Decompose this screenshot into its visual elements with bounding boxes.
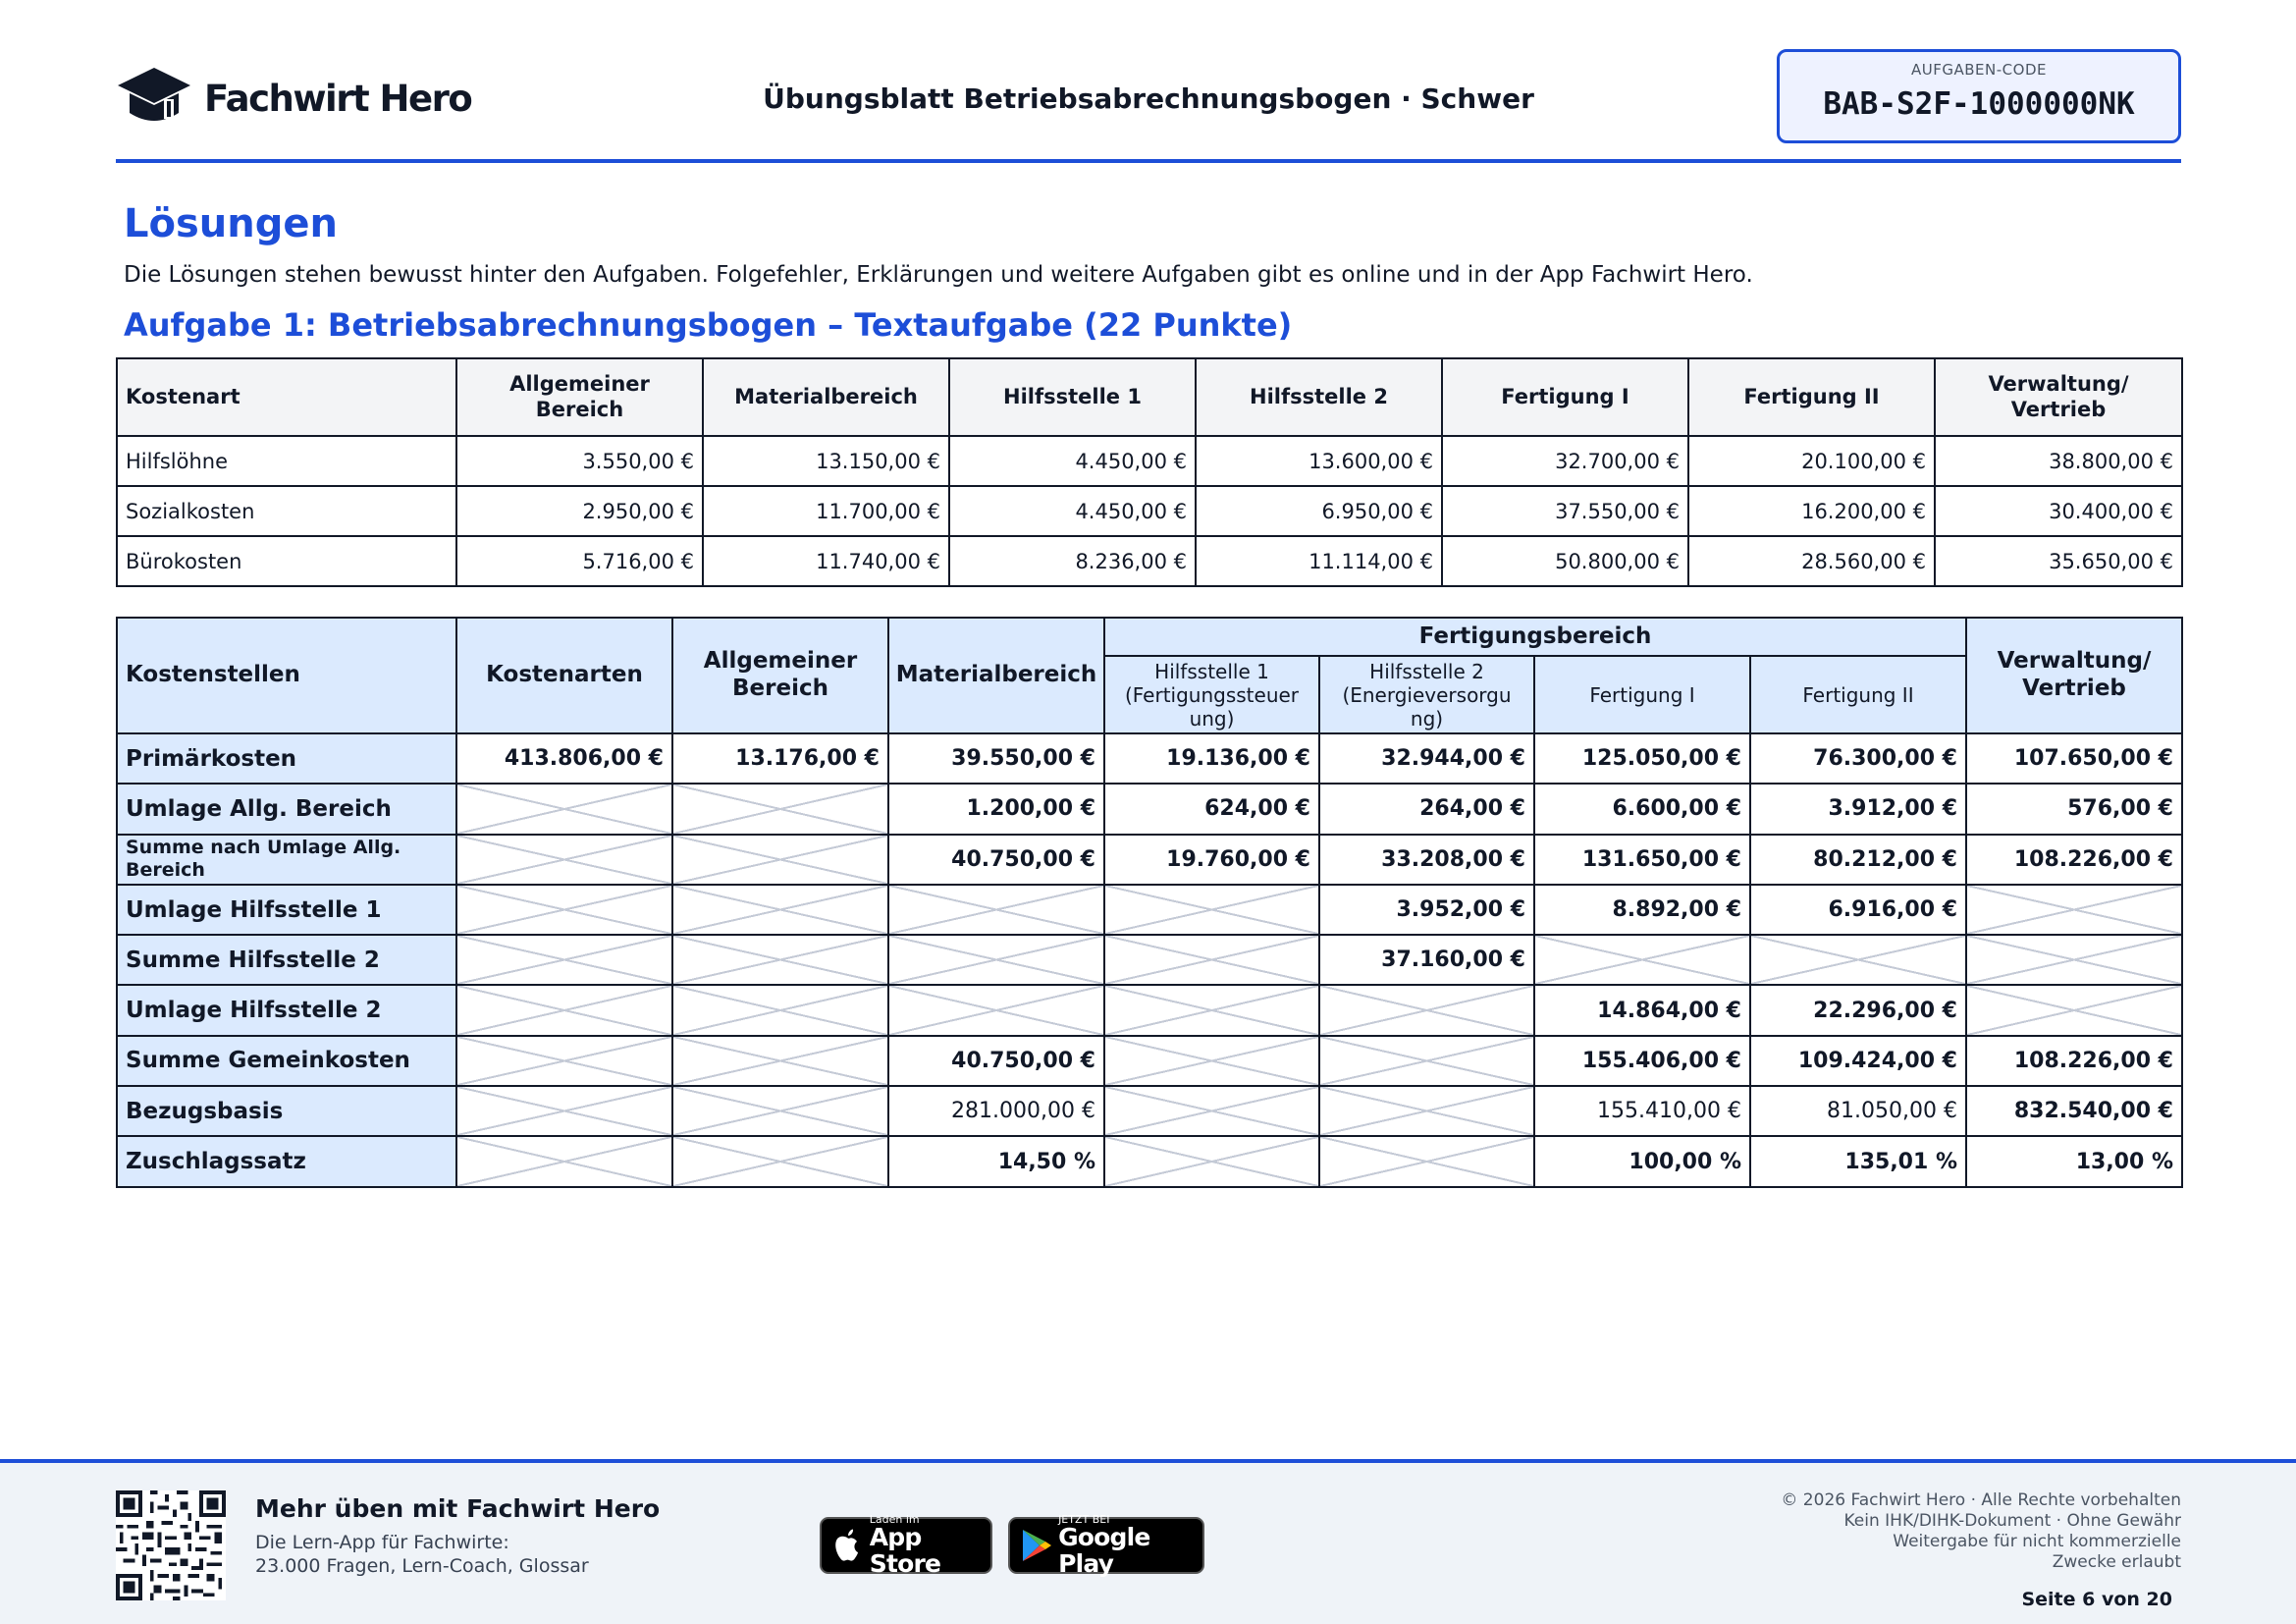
empty-cell xyxy=(1104,885,1319,935)
table-cell: 108.226,00 € xyxy=(1966,835,2182,885)
promo-subtitle: Die Lern-App für Fachwirte: xyxy=(255,1532,509,1553)
empty-cell xyxy=(672,784,888,834)
table-cell: 4.450,00 € xyxy=(949,436,1196,486)
table-cell: 107.650,00 € xyxy=(1966,733,2182,784)
table-cell: 624,00 € xyxy=(1104,784,1319,834)
column-header: Hilfsstelle 1 xyxy=(949,358,1196,436)
app-store-small-label: Laden im xyxy=(869,1513,920,1527)
table-cell: 14,50 % xyxy=(888,1136,1104,1186)
table-cell: 1.200,00 € xyxy=(888,784,1104,834)
table-cell: 13.150,00 € xyxy=(703,436,949,486)
table-cell: 22.296,00 € xyxy=(1750,985,1966,1035)
table-cell: Bürokosten xyxy=(117,536,456,586)
table-cell: 108.226,00 € xyxy=(1966,1036,2182,1086)
empty-cell xyxy=(1319,1036,1534,1086)
table-cell: 13,00 % xyxy=(1966,1136,2182,1186)
empty-cell xyxy=(672,985,888,1035)
table-cell: 413.806,00 € xyxy=(456,733,672,784)
table-cell: 3.550,00 € xyxy=(456,436,703,486)
column-header: Kostenstellen xyxy=(117,618,456,733)
app-store-badge[interactable] xyxy=(820,1513,992,1578)
table-cell: 4.450,00 € xyxy=(949,486,1196,536)
column-header: Allgemeiner Bereich xyxy=(672,618,888,733)
table-cell: 14.864,00 € xyxy=(1534,985,1750,1035)
column-header: Materialbereich xyxy=(703,358,949,436)
empty-cell xyxy=(888,935,1104,985)
empty-cell xyxy=(1966,985,2182,1035)
empty-cell xyxy=(1104,935,1319,985)
empty-cell xyxy=(456,985,672,1035)
empty-cell xyxy=(1750,935,1966,985)
page-footer xyxy=(0,1459,2296,1624)
legal-line: Zwecke erlaubt xyxy=(2052,1552,2181,1572)
table-cell: 131.650,00 € xyxy=(1534,835,1750,885)
column-header: Hilfsstelle 1 (Fertigungssteuer ung) xyxy=(1104,656,1319,733)
empty-cell xyxy=(1319,1136,1534,1186)
cost-type-table xyxy=(116,357,2183,587)
column-header: Verwaltung/ Vertrieb xyxy=(1935,358,2182,436)
legal-notice xyxy=(1781,1490,2181,1573)
column-header: Verwaltung/ Vertrieb xyxy=(1966,618,2182,733)
empty-cell xyxy=(1104,985,1319,1035)
row-label: Summe Gemeinkosten xyxy=(117,1036,456,1086)
table-row xyxy=(117,784,2182,834)
table-cell: Sozialkosten xyxy=(117,486,456,536)
row-label: Summe nach Umlage Allg. Bereich xyxy=(117,835,456,885)
column-header: Hilfsstelle 2 xyxy=(1196,358,1442,436)
row-label: Umlage Hilfsstelle 1 xyxy=(117,885,456,935)
table-cell: 8.236,00 € xyxy=(949,536,1196,586)
table-row xyxy=(117,985,2182,1035)
table-cell: 19.136,00 € xyxy=(1104,733,1319,784)
table-cell: 33.208,00 € xyxy=(1319,835,1534,885)
empty-cell xyxy=(672,1086,888,1136)
empty-cell xyxy=(456,885,672,935)
empty-cell xyxy=(672,1136,888,1186)
empty-cell xyxy=(1319,985,1534,1035)
apple-icon xyxy=(832,1528,862,1563)
promo-title: Mehr üben mit Fachwirt Hero xyxy=(255,1494,661,1523)
table-cell: 37.160,00 € xyxy=(1319,935,1534,985)
table-cell: 32.700,00 € xyxy=(1442,436,1688,486)
table-row xyxy=(117,536,2182,586)
table-cell: 16.200,00 € xyxy=(1688,486,1935,536)
empty-cell xyxy=(456,1036,672,1086)
legal-line: Kein IHK/DIHK-Dokument · Ohne Gewähr xyxy=(1843,1511,2181,1531)
column-header: Fertigung I xyxy=(1534,656,1750,733)
empty-cell xyxy=(1966,885,2182,935)
row-label: Summe Hilfsstelle 2 xyxy=(117,935,456,985)
table-cell: 6.600,00 € xyxy=(1534,784,1750,834)
table-row xyxy=(117,1086,2182,1136)
table-cell: 11.700,00 € xyxy=(703,486,949,536)
legal-line: © 2026 Fachwirt Hero · Alle Rechte vorbehalten xyxy=(1781,1490,2181,1510)
promo-subtitle: 23.000 Fragen, Lern-Coach, Glossar xyxy=(255,1555,589,1577)
empty-cell xyxy=(1534,935,1750,985)
table-cell: 35.650,00 € xyxy=(1935,536,2182,586)
table-cell: 76.300,00 € xyxy=(1750,733,1966,784)
table-cell: 40.750,00 € xyxy=(888,1036,1104,1086)
table-header-row xyxy=(117,358,2182,436)
column-header: Fertigung II xyxy=(1750,656,1966,733)
task-code-value: BAB-S2F-1000000NK xyxy=(1823,86,2135,122)
page-header xyxy=(116,49,2181,163)
legal-line: Weitergabe für nicht kommerzielle xyxy=(1893,1532,2181,1551)
empty-cell xyxy=(672,935,888,985)
row-label: Umlage Hilfsstelle 2 xyxy=(117,985,456,1035)
empty-cell xyxy=(1104,1036,1319,1086)
table-cell: 264,00 € xyxy=(1319,784,1534,834)
column-header: Kostenarten xyxy=(456,618,672,733)
google-play-label: Google Play xyxy=(1058,1523,1150,1578)
table-cell: 109.424,00 € xyxy=(1750,1036,1966,1086)
document-title: Übungsblatt Betriebsabrechnungsbogen · Schwer xyxy=(763,82,1534,115)
table-row xyxy=(117,935,2182,985)
table-row xyxy=(117,1136,2182,1186)
empty-cell xyxy=(456,935,672,985)
table-cell: 80.212,00 € xyxy=(1750,835,1966,885)
table-cell: 32.944,00 € xyxy=(1319,733,1534,784)
empty-cell xyxy=(888,885,1104,935)
page-number: Seite 6 von 20 xyxy=(2021,1589,2172,1610)
table-header-row xyxy=(117,618,2182,656)
table-cell: Hilfslöhne xyxy=(117,436,456,486)
empty-cell xyxy=(456,835,672,885)
table-cell: 8.892,00 € xyxy=(1534,885,1750,935)
table-cell: 281.000,00 € xyxy=(888,1086,1104,1136)
row-label: Zuschlagssatz xyxy=(117,1136,456,1186)
table-row xyxy=(117,1036,2182,1086)
app-store-label: App Store xyxy=(869,1523,941,1578)
column-header: Hilfsstelle 2 (Energieversorgu ng) xyxy=(1319,656,1534,733)
empty-cell xyxy=(1966,935,2182,985)
column-group-header: Fertigungsbereich xyxy=(1104,618,1966,656)
bab-table xyxy=(116,617,2183,1188)
table-cell: 5.716,00 € xyxy=(456,536,703,586)
table-cell: 13.600,00 € xyxy=(1196,436,1442,486)
table-cell: 135,01 % xyxy=(1750,1136,1966,1186)
table-cell: 13.176,00 € xyxy=(672,733,888,784)
table-cell: 576,00 € xyxy=(1966,784,2182,834)
table-cell: 38.800,00 € xyxy=(1935,436,2182,486)
empty-cell xyxy=(1104,1136,1319,1186)
table-cell: 3.952,00 € xyxy=(1319,885,1534,935)
column-header: Allgemeiner Bereich xyxy=(456,358,703,436)
table-cell: 19.760,00 € xyxy=(1104,835,1319,885)
table-cell: 100,00 % xyxy=(1534,1136,1750,1186)
table-cell: 11.740,00 € xyxy=(703,536,949,586)
row-label: Bezugsbasis xyxy=(117,1086,456,1136)
empty-cell xyxy=(672,885,888,935)
qr-code-icon[interactable] xyxy=(116,1490,226,1600)
empty-cell xyxy=(1319,1086,1534,1136)
empty-cell xyxy=(888,985,1104,1035)
bab-table-body xyxy=(117,733,2182,1187)
empty-cell xyxy=(672,835,888,885)
table-cell: 30.400,00 € xyxy=(1935,486,2182,536)
empty-cell xyxy=(456,784,672,834)
intro-text: Die Lösungen stehen bewusst hinter den Aufgaben. Folgefehler, Erklärungen und weitere Aufgaben gibt es online und in der App Fachwirt Hero. xyxy=(124,262,1753,288)
table-cell: 832.540,00 € xyxy=(1966,1086,2182,1136)
table-cell: 155.410,00 € xyxy=(1534,1086,1750,1136)
google-play-icon xyxy=(1020,1528,1053,1563)
empty-cell xyxy=(672,1036,888,1086)
google-play-small-label: JETZT BEI xyxy=(1058,1513,1110,1527)
table-cell: 6.950,00 € xyxy=(1196,486,1442,536)
brand-name: Fachwirt Hero xyxy=(204,77,472,120)
section-title: Lösungen xyxy=(124,201,338,246)
empty-cell xyxy=(1104,1086,1319,1136)
column-header: Materialbereich xyxy=(888,618,1104,733)
task-code-label: AUFGABEN-CODE xyxy=(1911,61,2047,79)
column-header: Kostenart xyxy=(117,358,456,436)
table-row xyxy=(117,835,2182,885)
table-cell: 28.560,00 € xyxy=(1688,536,1935,586)
table-cell: 6.916,00 € xyxy=(1750,885,1966,935)
task-code-box xyxy=(1777,49,2181,143)
table-cell: 40.750,00 € xyxy=(888,835,1104,885)
row-label: Primärkosten xyxy=(117,733,456,784)
table-cell: 81.050,00 € xyxy=(1750,1086,1966,1136)
column-header: Fertigung I xyxy=(1442,358,1688,436)
table-cell: 20.100,00 € xyxy=(1688,436,1935,486)
table-row xyxy=(117,885,2182,935)
table-cell: 125.050,00 € xyxy=(1534,733,1750,784)
empty-cell xyxy=(456,1136,672,1186)
table-row xyxy=(117,486,2182,536)
task-title: Aufgabe 1: Betriebsabrechnungsbogen – Textaufgabe (22 Punkte) xyxy=(124,306,1293,344)
table-cell: 2.950,00 € xyxy=(456,486,703,536)
table-row xyxy=(117,436,2182,486)
google-play-badge[interactable] xyxy=(1008,1513,1204,1578)
empty-cell xyxy=(456,1086,672,1136)
table-cell: 37.550,00 € xyxy=(1442,486,1688,536)
table-row xyxy=(117,733,2182,784)
table-cell: 155.406,00 € xyxy=(1534,1036,1750,1086)
table-cell: 11.114,00 € xyxy=(1196,536,1442,586)
column-header: Fertigung II xyxy=(1688,358,1935,436)
table-cell: 39.550,00 € xyxy=(888,733,1104,784)
row-label: Umlage Allg. Bereich xyxy=(117,784,456,834)
table-cell: 3.912,00 € xyxy=(1750,784,1966,834)
table-cell: 50.800,00 € xyxy=(1442,536,1688,586)
